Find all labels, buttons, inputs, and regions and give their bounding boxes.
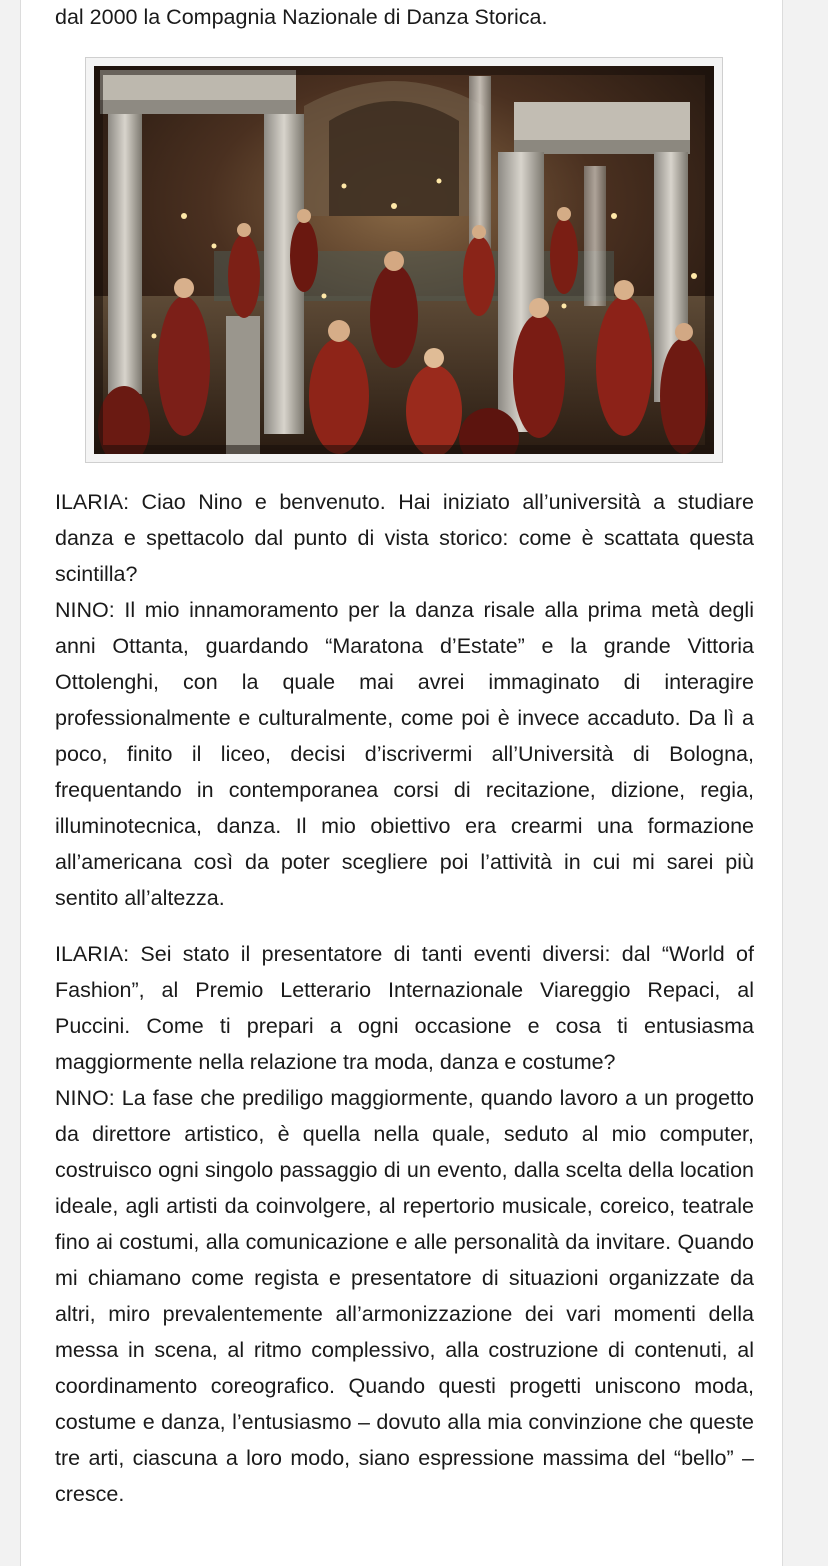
historic-dance-scene-illustration: [94, 66, 714, 454]
article-photo[interactable]: [94, 66, 714, 454]
interview-answer-2: NINO: La fase che prediligo maggiormente, quando lavoro a un progetto da direttore artistico, è quella nella quale, seduto al mio computer, costruisco ogni singolo passaggio di un evento, dalla scelta della location ideale, agli artisti da coinvolgere, al repertorio musicale, coreico, teatrale fino ai costumi, alla comunicazione e alle personalità da invitare. Quando mi chiamano come regista e presentatore di situazioni organizzate da altri, miro prevalentemente all’armonizzazione dei vari momenti della messa in scena, al ritmo complessivo, alla costruzione di contenuti, al coordinamento coreografico. Quando questi progetti uniscono moda, costume e danza, l’entusiasmo – dovuto alla mia convinzione che queste tre arti, ciascuna a loro modo, siano espressione massima del “bello” – cresce.: [55, 1086, 754, 1506]
interview-question-2: ILARIA: Sei stato il presentatore di tanti eventi diversi: dal “World of Fashion”, al Premio Letterario Internazionale Viareggio Repaci, al Puccini. Come ti prepari a ogni occasione e cosa ti entusiasma maggiormente nella relazione tra moda, danza e costume?: [55, 942, 754, 1074]
interview-question-1: ILARIA: Ciao Nino e benvenuto. Hai iniziato all’università a studiare danza e spettacolo dal punto di vista storico: come è scattata questa scintilla?: [55, 490, 754, 586]
lead-paragraph-tail: dal 2000 la Compagnia Nazionale di Danza Storica.: [55, 5, 548, 29]
article-figure: [85, 57, 723, 463]
article-page: [20, 0, 783, 1566]
interview-answer-1: NINO: Il mio innamoramento per la danza risale alla prima metà degli anni Ottanta, guardando “Maratona d’Estate” e la grande Vittoria Ottolenghi, con la quale mai avrei immaginato di interagire professionalmente e culturalmente, come poi è invece accaduto. Da lì a poco, finito il liceo, decisi d’iscrivermi all’Università di Bologna, frequentando in contemporanea corsi di recitazione, dizione, regia, illuminotecnica, danza. Il mio obiettivo era crearmi una formazione all’americana così da poter scegliere poi l’attività in cui mi sarei più sentito all’altezza.: [55, 598, 754, 910]
